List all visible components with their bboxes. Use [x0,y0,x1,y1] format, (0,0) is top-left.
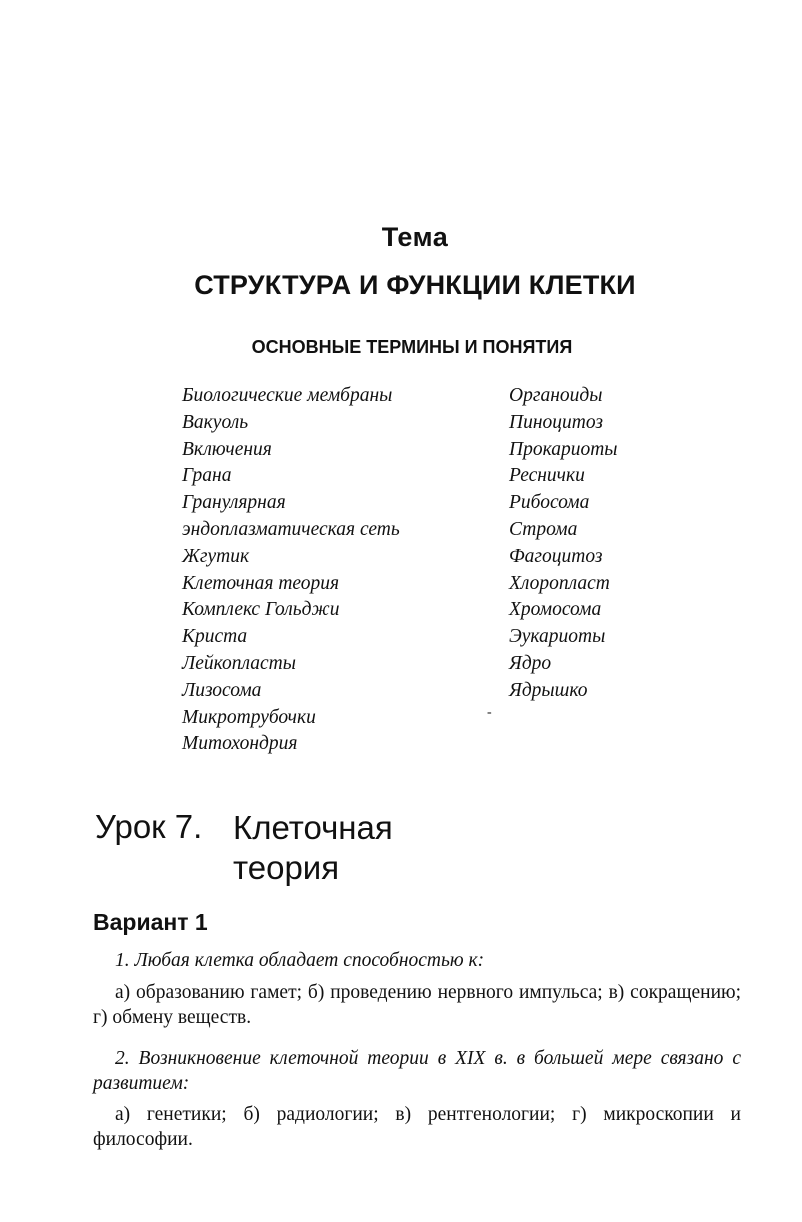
term-item: Прокариоты [509,438,618,460]
term-item: Рибосома [509,492,590,514]
term-item: Органоиды [509,385,603,406]
variant-title: Вариант 1 [93,909,208,935]
term-item: Хромосома [509,599,602,621]
term-item: Клеточная теория [182,572,340,594]
terms-list-left [182,383,482,758]
term-item: Включения [182,438,272,460]
terms-heading: ОСНОВНЫЕ ТЕРМИНЫ И ПОНЯТИЯ [251,337,573,357]
term-item: Биологические мембраны [182,385,393,406]
term-item: Фагоцитоз [509,545,603,567]
lesson-title: Клеточная теория [233,809,393,886]
term-item: Жгутик [182,545,250,567]
question-options: а) генетики; б) радиологии; в) рентгенологии; г) микроскопии и философии. [93,1104,741,1150]
term-item: Пиноцитоз [509,411,603,433]
term-item: Грана [182,465,232,487]
terms-list-right [509,383,739,705]
term-item: Реснички [509,465,585,487]
term-item: Микротрубочки [182,706,316,728]
topic-title: СТРУКТУРА И ФУНКЦИИ КЛЕТКИ [194,270,636,300]
lesson-number: Урок 7. [95,808,203,845]
term-item: Ядро [509,652,552,674]
question-prompt: 1. Любая клетка обладает способностью к: [115,950,485,971]
term-item: Строма [509,518,578,540]
term-item: Гранулярная [182,492,286,514]
term-item: Хлоропласт [509,572,610,594]
term-item: Комплекс Гольджи [182,599,340,621]
stray-mark: - [487,705,492,720]
question-options: а) образованию гамет; б) проведению нервного импульса; в) сокращению; г) обмену веществ. [93,982,741,1028]
term-item: Лизосома [182,679,262,701]
term-item: Ядрышко [509,679,588,701]
term-item: Вакуоль [182,411,249,433]
question-prompt: 2. Возникновение клеточной теории в XIX в. в большей мере связано с развитием: [93,1048,741,1094]
term-item: Лейкопласты [182,652,296,674]
question-1 [93,948,741,1030]
question-2 [93,1046,741,1152]
term-item: Эукариоты [509,626,606,648]
topic-label: Тема [381,222,449,252]
term-item: эндоплазматическая сеть [182,518,400,540]
term-item: Криста [182,626,248,648]
term-item: Митохондрия [182,733,298,755]
